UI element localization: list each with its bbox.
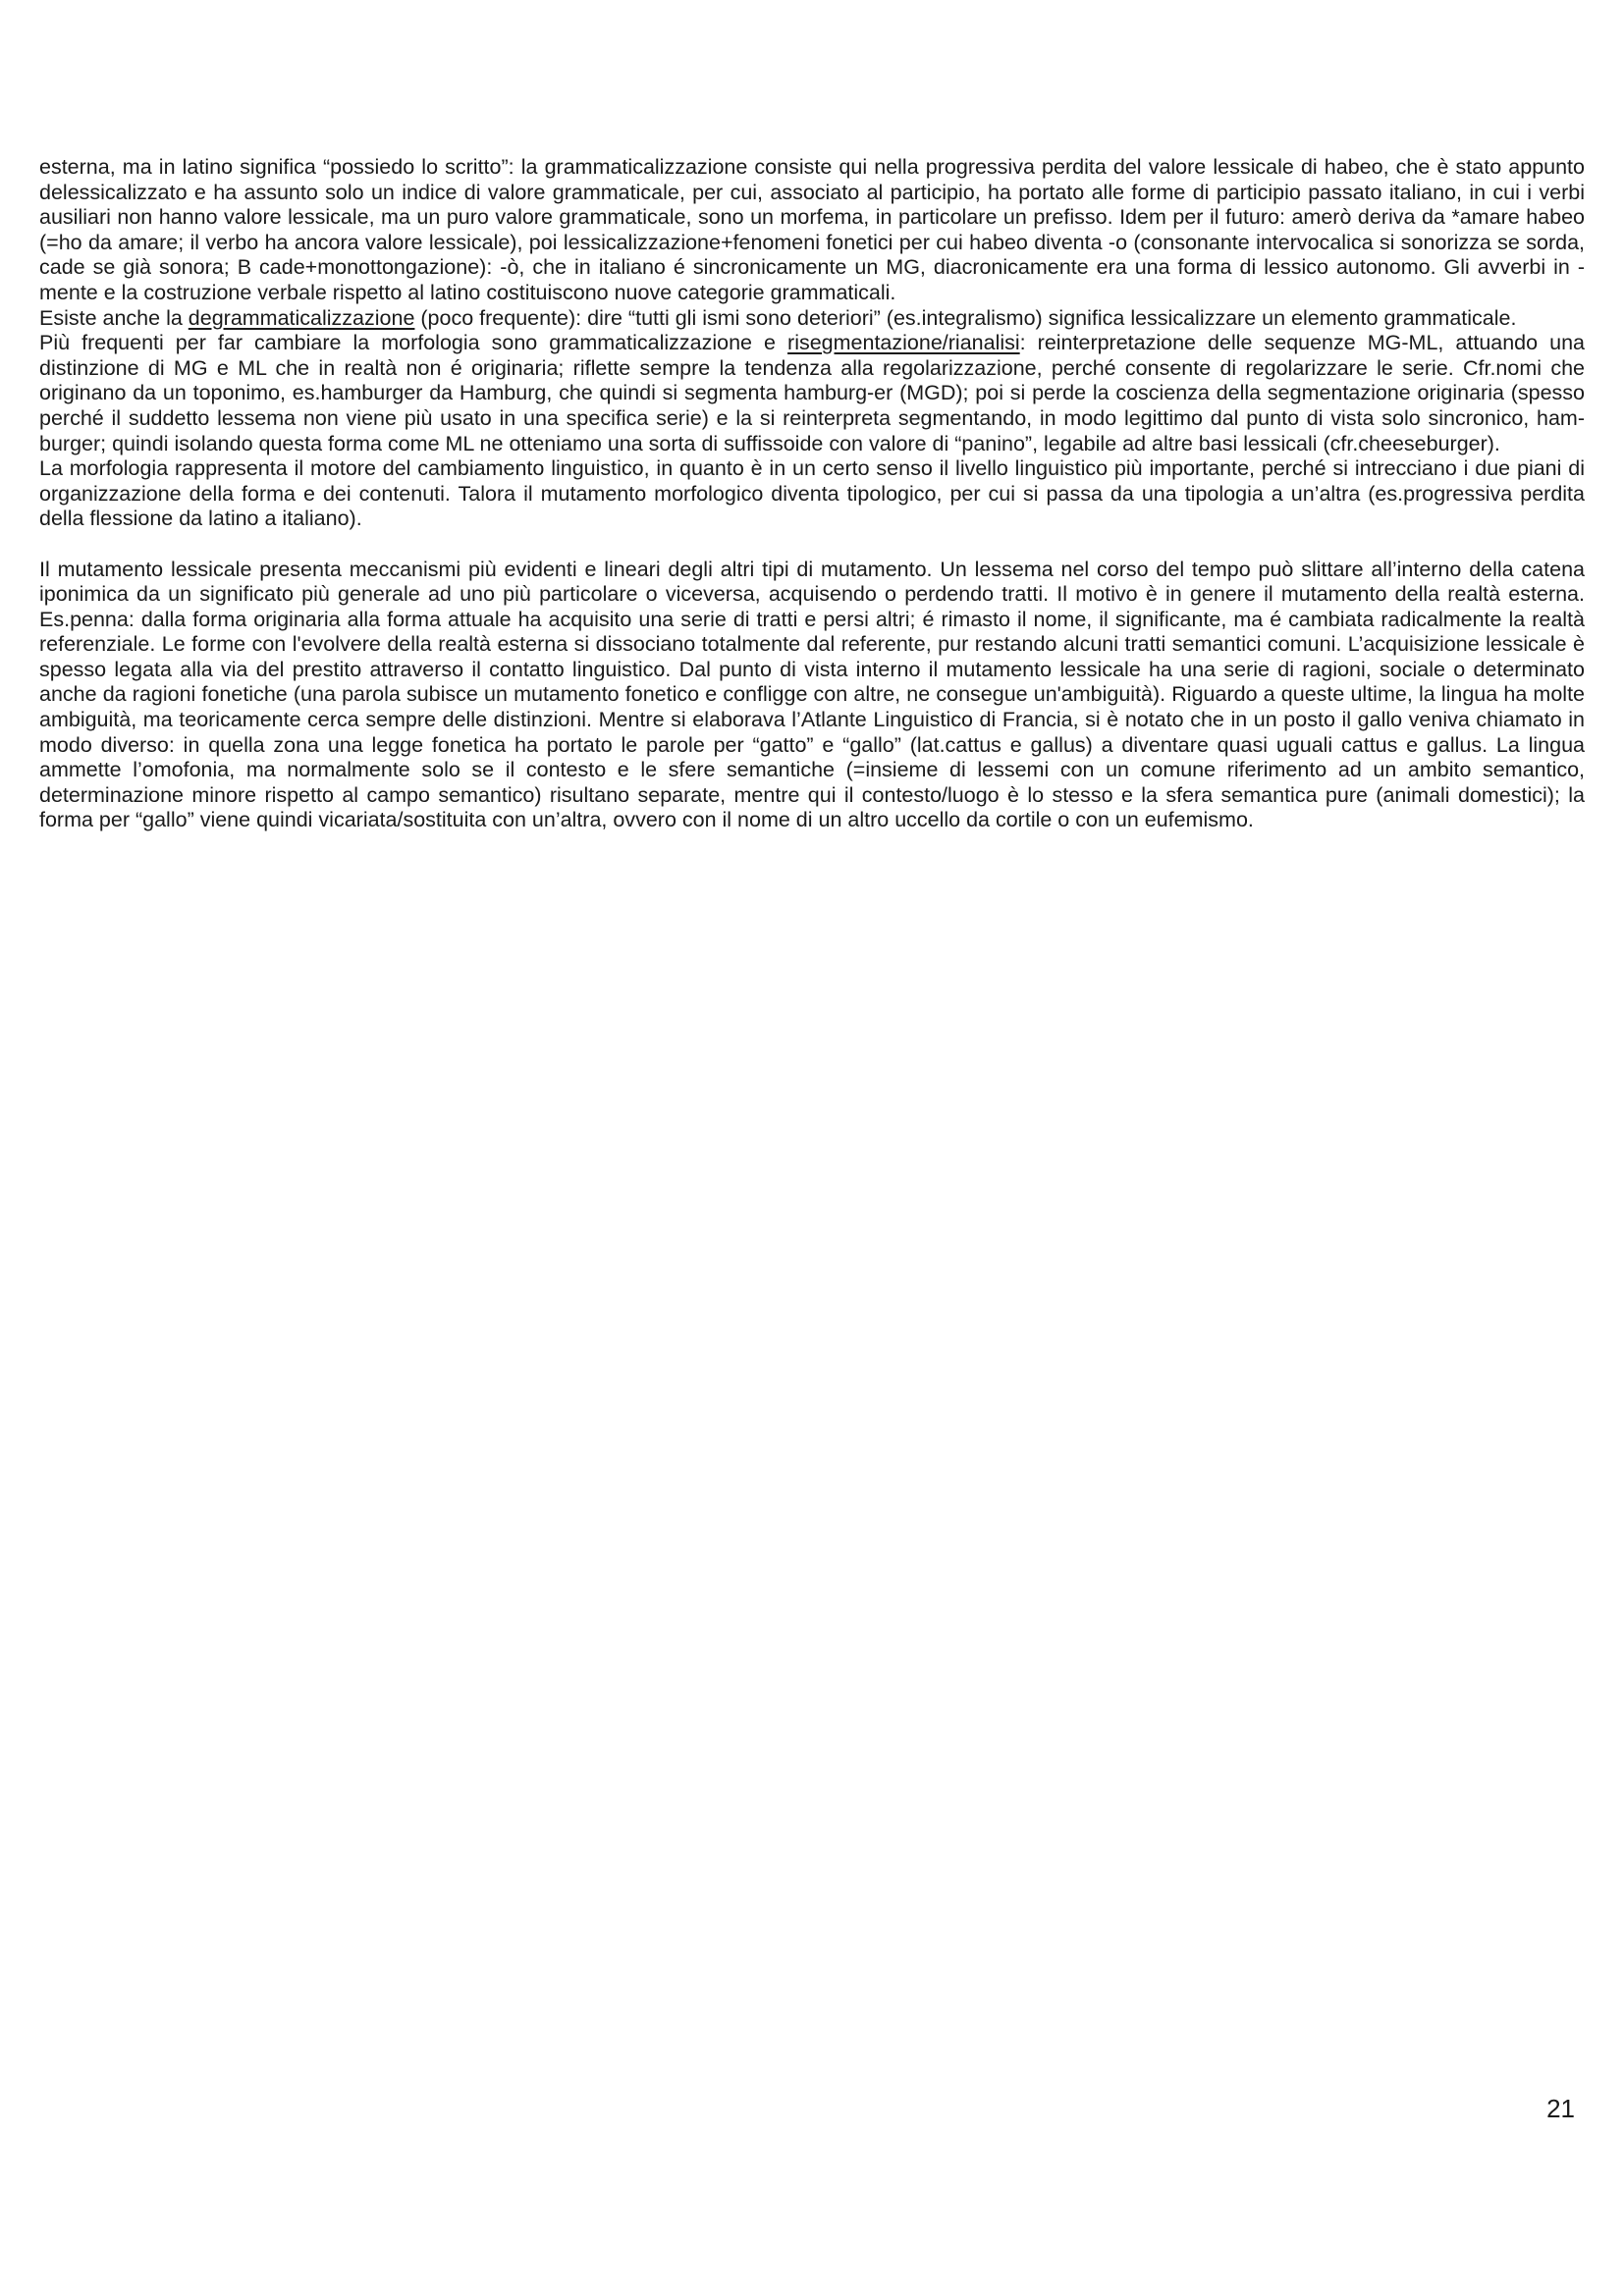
page-number: 21 (1546, 2094, 1575, 2123)
page-body (39, 155, 1585, 833)
text-segment: : reinterpretazione delle sequenze MG-ML, attuando una distinzione di MG e ML che in realtà non é originaria; riflette sempre la tendenza alla regolarizzazione, perché consente di regolarizzare le serie. Cfr.nomi che originano da un toponimo, es.hamburger da Hamburg, che quindi si segmenta hamburg-er (MGD); poi si perde la coscienza della segmentazione originaria (spesso perché il suddetto lessema non viene più usato in una specifica serie) e la si reinterpreta segmentando, in modo legittimo dal punto di vista solo sincronico, ham-burger; quindi isolando questa forma come ML ne otteniamo una sorta di suffissoide con valore di “panino”, legabile ad altre basi lessicali (cfr.cheeseburger). (39, 331, 1586, 455)
paragraph-spacer (39, 532, 1585, 558)
underlined-term-risegmentazione: risegmentazione/rianalisi (787, 331, 1020, 355)
paragraph-resegmentation (39, 331, 1585, 456)
paragraph-degrammaticalization (39, 306, 1585, 332)
paragraph-grammaticalization: esterna, ma in latino significa “possiedo lo scritto”: la grammaticalizzazione consiste qui nella progressiva perdita del valore lessicale di habeo, che è stato appunto delessicalizzato e ha assunto solo un indice di valore grammaticale, per cui, associato al participio, ha portato alle forme di participio passato italiano, in cui i verbi ausiliari non hanno valore lessicale, ma un puro valore grammaticale, sono un morfema, in particolare un prefisso. Idem per il futuro: amerò deriva da *amare habeo (=ho da amare; il verbo ha ancora valore lessicale), poi lessicalizzazione+fenomeni fonetici per cui habeo diventa -o (consonante intervocalica si sonorizza se sorda, cade se già sonora; B cade+monottongazione): -ò, che in italiano é sincronicamente un MG, diacronicamente era una forma di lessico autonomo. Gli avverbi in -mente e la costruzione verbale rispetto al latino costituiscono nuove categorie grammaticali. (39, 155, 1585, 304)
text-segment: Esiste anche la (39, 305, 189, 330)
paragraph-lexical-change: Il mutamento lessicale presenta meccanismi più evidenti e lineari degli altri tipi di mutamento. Un lessema nel corso del tempo può slittare all’interno della catena iponimica da un significato più generale ad uno più particolare o viceversa, acquisendo o perdendo tratti. Il motivo è in genere il mutamento della realtà esterna. Es.penna: dalla forma originaria alla forma attuale ha acquisito una serie di tratti e persi altri; é rimasto il nome, il significante, ma é cambiata radicalmente la realtà referenziale. Le forme con l'evolvere della realtà esterna si dissociano totalmente dal referente, pur restando alcuni tratti semantici comuni. L’acquisizione lessicale è spesso legata alla via del prestito attraverso il contatto linguistico. Dal punto di vista interno il mutamento lessicale ha una serie di ragioni, sociale o determinato anche da ragioni fonetiche (una parola subisce un mutamento fonetico e confligge con altre, ne consegue un'ambiguità). Riguardo a queste ultime, la lingua ha molte ambiguità, ma teoricamente cerca sempre delle distinzioni. Mentre si elaborava l’Atlante Linguistico di Francia, si è notato che in un posto il gallo veniva chiamato in modo diverso: in quella zona una legge fonetica ha portato le parole per “gatto” e “gallo” (lat.cattus e gallus) a diventare quasi uguali cattus e gallus. La lingua ammette l’omofonia, ma normalmente solo se il contesto e le sfere semantiche (=insieme di lessemi con un comune riferimento ad un ambito semantico, determinazione minore rispetto al campo semantico) risultano separate, mentre qui il contesto/luogo è lo stesso e la sfera semantica pure (animali domestici); la forma per “gallo” viene quindi vicariata/sostituita con un’altra, ovvero con il nome di un altro uccello da cortile o con un eufemismo. (39, 557, 1585, 832)
text-segment: (poco frequente): dire “tutti gli ismi sono deteriori” (es.integralismo) significa lessicalizzare un elemento grammaticale. (414, 305, 1517, 330)
underlined-term-degrammaticalizzazione: degrammaticalizzazione (188, 305, 415, 330)
text-segment: Più frequenti per far cambiare la morfologia sono grammaticalizzazione e (39, 331, 788, 355)
paragraph-morphology: La morfologia rappresenta il motore del cambiamento linguistico, in quanto è in un certo senso il livello linguistico più importante, perché si intrecciano i due piani di organizzazione della forma e dei contenuti. Talora il mutamento morfologico diventa tipologico, per cui si passa da una tipologia a un’altra (es.progressiva perdita della flessione da latino a italiano). (39, 456, 1585, 531)
